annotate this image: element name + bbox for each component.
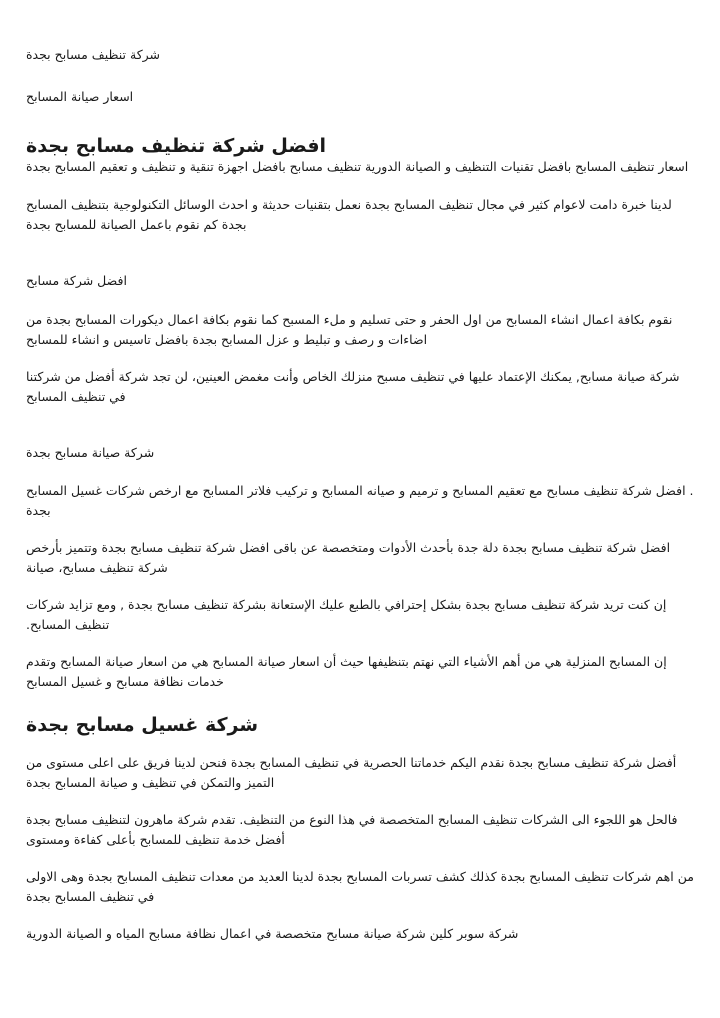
- paragraph-1-wrap: [26, 157, 694, 177]
- paragraph-11: من اهم شركات تنظيف المسابح بجدة كذلك كشف تسربات المسابح بجدة لدينا العديد من معدات تنظيف المسابح بجدة وهى الاولى في تنظيف المسابح بجدة: [26, 869, 694, 904]
- heading-2-wrap: [26, 712, 694, 738]
- paragraph-4: شركة صيانة مسابح, يمكنك الإعتماد عليها في تنظيف مسبح منزلك الخاص وأنت مغمض العينين، لن تجد شركة أفضل من شركتنا في تنظيف المسابح: [26, 369, 680, 404]
- secondary-heading: شركة غسيل مسابح بجدة: [26, 714, 259, 736]
- paragraph-5-wrap: [26, 481, 694, 521]
- paragraph-10: فالحل هو اللجوء الى الشركات تنظيف المسابح المتخصصة في هذا النوع من التنظيف. تقدم شركة ماهرون لتنظيف مسابح بجدة أفضل خدمة تنظيف للمسابح بأعلى كفاءة ومستوى: [26, 812, 678, 847]
- paragraph-12: شركة سوبر كلين شركة صيانة مسابح متخصصة في اعمال نظافة مسابح المياه و الصيانة الدورية: [26, 926, 519, 941]
- subheading-1-wrap: [26, 271, 694, 291]
- paragraph-8-wrap: [26, 652, 694, 692]
- paragraph-12-wrap: [26, 924, 694, 944]
- paragraph-4-wrap: [26, 367, 694, 407]
- main-heading: افضل شركة تنظيف مسابح بجدة: [26, 135, 327, 157]
- paragraph-8: إن المسابح المنزلية هي من أهم الأشياء التي نهتم بتنظيفها حيث أن اسعار صيانة المسابح هي من اسعار صيانة المسابح وتقدم خدمات نظافة مسابح و غسيل المسابح: [26, 654, 667, 689]
- paragraph-9-wrap: [26, 753, 694, 793]
- paragraph-5: . افضل شركة تنظيف مسابح مع تعقيم المسابح و ترميم و صيانه المسابح و تركيب فلاتر المسابح مع ارخص شركات غسيل المسابح بجدة: [26, 483, 694, 518]
- paragraph-7-wrap: [26, 595, 694, 635]
- top-link-1-wrap: [26, 0, 694, 62]
- paragraph-10-wrap: [26, 810, 694, 850]
- paragraph-7: إن كنت تريد شركة تنظيف مسابح بجدة بشكل إحترافي بالطبع عليك الإستعانة بشركة تنظيف مسابح بجدة , ومع تزايد شركات تنظيف المسابح.: [26, 597, 667, 632]
- paragraph-2: لدينا خبرة دامت لاعوام كثير في مجال تنظيف المسابح بجدة نعمل بتقنيات حديثة و احدث الوسائل التكنولوجية بتنظيف المسابح بجدة كم نقوم باعمل الصيانة للمسابح بجدة: [26, 197, 672, 232]
- subheading-2-wrap: [26, 443, 694, 463]
- top-link-pool-maintenance-prices[interactable]: اسعار صيانة المسابح: [26, 89, 134, 104]
- paragraph-1: اسعار تنظيف المسابح بافضل تقنيات التنظيف و الصيانة الدورية تنظيف مسابح بافضل اجهزة تنقية و تنظيف و تعقيم المسابح بجدة: [26, 159, 689, 174]
- paragraph-6: افضل شركة تنظيف مسابح بجدة دلة جدة بأحدث الأدوات ومتخصصة عن باقى افضل شركة تنظيف مسابح بجدة وتتميز بأرخص شركة تنظيف مسابح، صيانة: [26, 540, 671, 575]
- subheading-pool-maintenance-jeddah: شركة صيانة مسابح بجدة: [26, 445, 155, 460]
- paragraph-11-wrap: [26, 867, 694, 907]
- top-link-pool-cleaning-jeddah[interactable]: شركة تنظيف مسابح بجدة: [26, 47, 161, 62]
- paragraph-3: نقوم بكافة اعمال انشاء المسابح من اول الحفر و حتى تسليم و ملء المسبح كما نقوم بكافة اعمال ديكورات المسابح بجدة من اضاءات و رصف و تبليط و عزل المسابح بجدة بافضل تاسيس و انشاء للمسابح: [26, 312, 673, 347]
- subheading-best-pool-company: افضل شركة مسابح: [26, 273, 127, 288]
- paragraph-2-wrap: [26, 195, 694, 235]
- paragraph-3-wrap: [26, 310, 694, 350]
- paragraph-6-wrap: [26, 538, 694, 578]
- paragraph-9: أفضل شركة تنظيف مسابح بجدة نقدم اليكم خدماتنا الحصرية في تنظيف المسابح بجدة فنحن لدينا فريق على اعلى مستوى من التميز والتمكن في تنظيف و صيانة المسابح بجدة: [26, 755, 677, 790]
